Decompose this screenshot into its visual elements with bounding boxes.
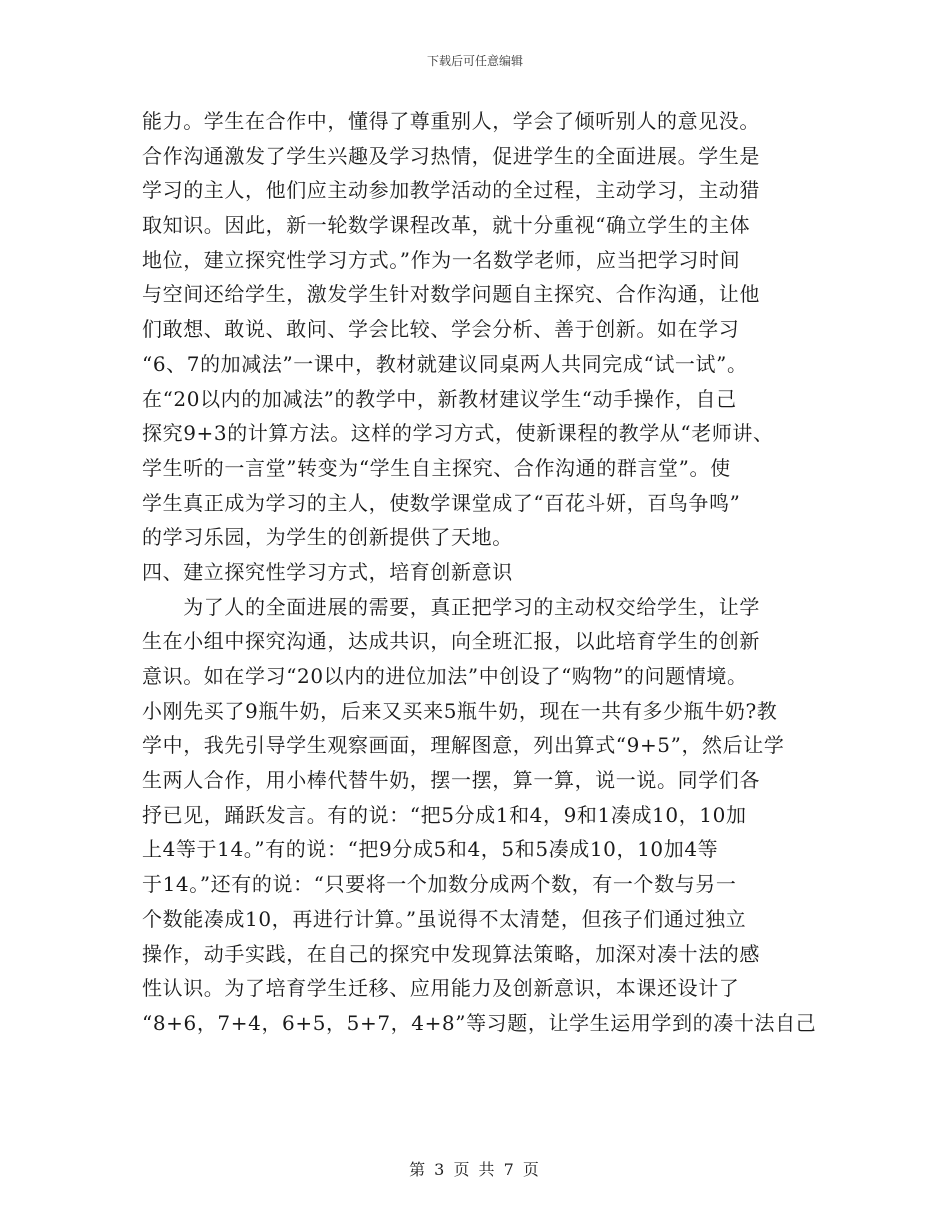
text-line: 能力。学生在合作中，懂得了尊重别人，学会了倾听别人的意见没。 [142, 109, 760, 133]
text-line: 生两人合作，用小棒代替牛奶，摆一摆，算一算，说一说。同学们各 [142, 768, 760, 793]
text-line: 学习的主人，他们应主动参加教学活动的全过程，主动学习，主动猎 [142, 178, 760, 203]
text-line: 的学习乐园，为学生的创新提供了天地。 [142, 525, 513, 550]
text-line: 学生真正成为学习的主人，使数学课堂成了“百花斗妍，百鸟争鸣” [142, 490, 741, 515]
text-line: 抒已见，踊跃发言。有的说：“把5分成1和4，9和1凑成10，10加 [142, 802, 747, 827]
text-line: 地位，建立探究性学习方式。”作为一名数学老师，应当把学习时间 [142, 247, 741, 272]
text-line: 们敢想、敢说、敢问、学会比较、学会分析、善于创新。如在学习 [142, 317, 740, 342]
text-line: “8+6，7+4，6+5，5+7，4+8”等习题，让学生运用学到的凑十法自己 [142, 1010, 817, 1035]
text-line: 学生听的一言堂”转变为“学生自主探究、合作沟通的群言堂”。使 [142, 455, 731, 480]
text-line: 小刚先买了9瓶牛奶，后来又买来5瓶牛奶，现在一共有多少瓶牛奶?教 [142, 698, 778, 723]
text-line: 取知识。因此，新一轮数学课程改革，就十分重视“确立学生的主体 [142, 213, 751, 238]
text-line: 个数能凑成10，再进行计算。”虽说得不太清楚，但孩子们通过独立 [142, 906, 747, 931]
text-line: 生在小组中探究沟通，达成共识，向全班汇报，以此培育学生的创新 [142, 629, 760, 654]
text-line: 上4等于14。”有的说：“把9分成5和4，5和5凑成10，10加4等 [142, 837, 719, 862]
text-line: 意识。如在学习“20以内的进位加法”中创设了“购物”的问题情境。 [142, 664, 748, 688]
section-heading: 四、建立探究性学习方式，培育创新意识 [142, 559, 513, 584]
text-line: 为了人的全面进展的需要，真正把学习的主动权交给学生，让学 [142, 594, 760, 619]
text-line: 合作沟通激发了学生兴趣及学习热情，促进学生的全面进展。学生是 [142, 143, 760, 168]
text-line: 操作，动手实践，在自己的探究中发现算法策略，加深对凑十法的感 [142, 941, 760, 966]
text-line: 学中，我先引导学生观察画面，理解图意，列出算式“9+5”，然后让学 [142, 733, 785, 758]
text-line: “6、7的加减法”一课中，教材就建议同桌两人共同完成“试一试”。 [142, 351, 748, 376]
text-line: 与空间还给学生，激发学生针对数学问题自主探究、合作沟通，让他 [142, 282, 760, 307]
text-line: 探究9+3的计算方法。这样的学习方式，使新课程的教学从“老师讲、 [142, 421, 774, 446]
document-body [142, 104, 817, 1041]
text-line: 在“20以内的加减法”的教学中，新教材建议学生“动手操作，自己 [142, 386, 737, 411]
text-line: 于14。”还有的说：“只要将一个加数分成两个数，有一个数与另一 [142, 872, 737, 897]
page-header: 下载后可任意编辑 [426, 54, 523, 68]
page-number-footer: 第 3 页 共 7 页 [409, 1160, 541, 1179]
text-line: 性认识。为了培育学生迁移、应用能力及创新意识，本课还设计了 [142, 976, 740, 1001]
